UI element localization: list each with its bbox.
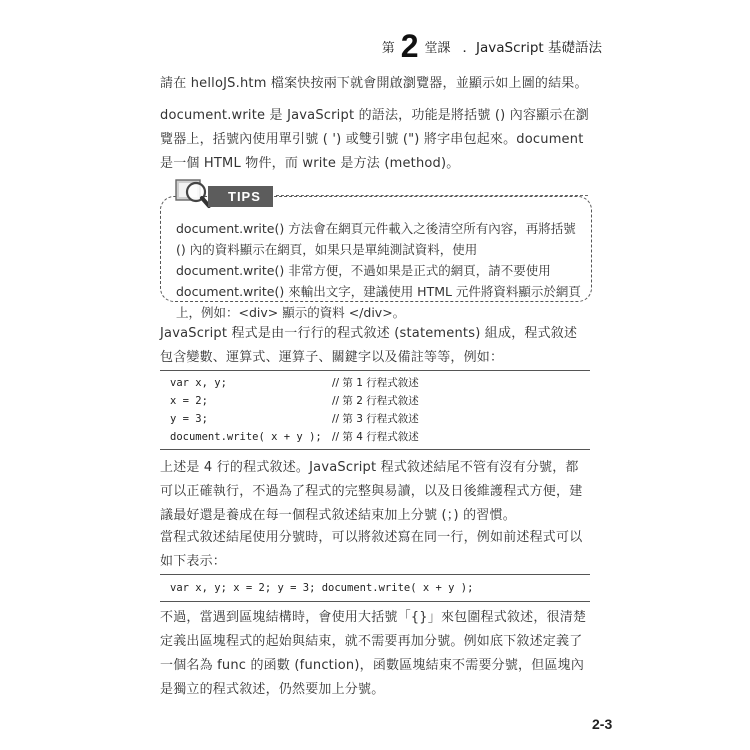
code-comment: // 第 1 行程式敘述 bbox=[332, 377, 419, 389]
tips-label: TIPS bbox=[208, 186, 273, 207]
magnifier-icon bbox=[174, 176, 212, 210]
code-line bbox=[160, 428, 590, 446]
paragraph-6: 不過，當遇到區塊結構時，會使用大括號「{}」來包圍程式敘述，很清楚定義出區塊程式的起始與結束，就不需要再加分號。例如底下敘述定義了一個名為 func 的函數 (function)，函數區塊結束不需要分號，但區塊內是獨立的程式敘述，仍然要加上分號。 bbox=[160, 610, 587, 697]
code-block-statements bbox=[160, 370, 590, 450]
paragraph-2: document.write 是 JavaScript 的語法，功能是將括號 () 內容顯示在瀏覽器上，括號內使用單引號 ( ') 或雙引號 (") 將字串包起來。document 是一個 HTML 物件，而 write 是方法 (method)。 bbox=[160, 108, 589, 171]
code-text: x = 2; bbox=[170, 395, 208, 407]
code-text: var x, y; bbox=[170, 377, 227, 389]
code-line bbox=[160, 374, 590, 392]
tips-header bbox=[168, 176, 588, 212]
chapter-prefix: 第 bbox=[381, 40, 395, 56]
chapter-suffix: 堂課 bbox=[424, 40, 451, 56]
paragraph-1: 請在 helloJS.htm 檔案快按兩下就會開啟瀏覽器，並顯示如上圖的結果。 bbox=[160, 76, 588, 91]
paragraph-5: 當程式敘述結尾使用分號時，可以將敘述寫在同一行，例如前述程式可以如下表示： bbox=[160, 530, 583, 569]
code-text: var x, y; x = 2; y = 3; document.write( x + y ); bbox=[170, 582, 474, 594]
paragraph-4: 上述是 4 行的程式敘述。JavaScript 程式敘述結尾不管有沒有分號，都可以正確執行，不過為了程式的完整與易讀，以及日後維護程式方便，建議最好還是養成在每一個程式敘述結束加上分號 (；) 的習慣。 bbox=[160, 460, 583, 523]
code-line bbox=[160, 392, 590, 410]
code-text: y = 3; bbox=[170, 413, 208, 425]
tips-divider bbox=[276, 195, 588, 196]
chapter-title: ．JavaScript 基礎語法 bbox=[462, 40, 602, 56]
tips-text: document.write() 方法會在網頁元件載入之後清空所有內容，再將括號 () 內的資料顯示在網頁，如果只是單純測試資料，使用 document.write() 非常方便，不過如果是正式的網頁，請不要使用 document.write() 來輸出文字，建議使用 HTML 元件將資料顯示於網頁上，例如：<div> 顯示的資料 </div>。 bbox=[176, 221, 581, 320]
code-block-single-line bbox=[160, 574, 590, 602]
code-line bbox=[160, 410, 590, 428]
code-text: document.write( x + y ); bbox=[170, 431, 322, 443]
code-comment: // 第 2 行程式敘述 bbox=[332, 395, 419, 407]
code-line bbox=[160, 579, 590, 597]
code-comment: // 第 3 行程式敘述 bbox=[332, 413, 419, 425]
code-comment: // 第 4 行程式敘述 bbox=[332, 431, 419, 443]
page-header bbox=[382, 30, 602, 62]
paragraph-3: JavaScript 程式是由一行行的程式敘述 (statements) 組成，程式敘述包含變數、運算式、運算子、關鍵字以及備註等等，例如： bbox=[160, 326, 578, 365]
page-number: 2-3 bbox=[592, 716, 613, 732]
chapter-number: 2 bbox=[400, 28, 419, 64]
